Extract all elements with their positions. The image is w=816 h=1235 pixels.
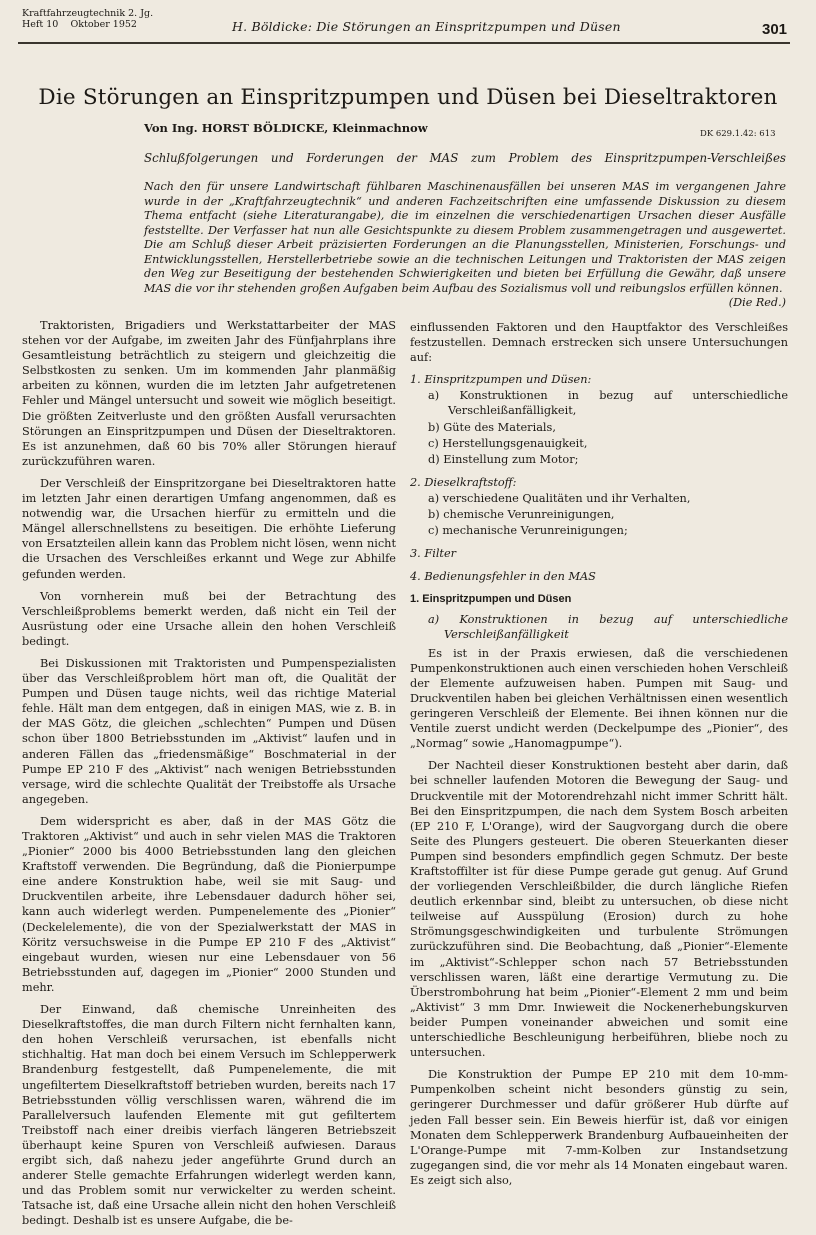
author-line: Von Ing. HORST BÖLDICKE, Kleinmachnow [144,121,428,135]
body-paragraph: Der Einwand, daß chemische Unreinheiten des Dieselkraftstoffes, die man durch Filtern nicht fernhalten kann, den hohen Verschleiß verursachen, ist ebenfalls nicht stichhaltig. Hat man doch bei einem Versuch im Schlepperwerk Brandenburg festgestellt, daß Pumpenelemente, die mit ungefiltertem Dieselkraftstoff betrieben wurden, bereits nach 17 Betriebsstunden völlig verschlissen waren, während die im Parallelversuch laufenden Elemente mit gut gefiltertem Treibstoff nach einer dreibis vierfach längeren Betriebszeit überhaupt keine Spuren von Verschleiß aufwiesen. Daraus ergibt sich, daß nahezu jeder angeführte Grund durch an anderer Stelle gemachte Erfahrungen widerlegt werden kann, und das Problem somit nur verwickelter zu werden scheint. Tatsache ist, daß eine Ursache allein nicht den hohen Verschleiß bedingt. Deshalb ist es unsere Aufgabe, die be- [22,1003,396,1228]
left-column [22,318,396,1235]
outline-item-label: 4. Bedienungsfehler in den MAS [410,570,596,584]
body-paragraph: Der Nachteil dieser Konstruktionen besteht aber darin, daß bei schneller laufenden Motoren die Bewegung der Saug- und Druckventile mit der Motorendrehzahl nicht immer Schritt hält. Bei den Einspritzpumpen, die nach dem System Bosch arbeiten (EP 210 F, L'Orange), wird der Saugvorgang durch die obere Seite des Plungers gesteuert. Die oberen Steuerkanten dieser Pumpen sind besonders empfindlich gegen Schmutz. Der beste Kraftstoffilter ist für diese Pumpe gerade gut genug. Auf Grund der vorliegenden Verschleißbilder, die durch längliche Riefen deutlich erkennbar sind, bleibt zu untersuchen, ob diese nicht teilweise auf Ausspülung (Erosion) durch zu hohe Strömungsgeschwindigkeiten und turbulente Strömungen zurückzuführen sind. Die Beobachtung, daß „Pionier“-Elemente im „Aktivist“-Schlepper schon nach 57 Betriebsstunden verschlissen waren, läßt eine derartige Vermutung zu. Die Überstrombohrung hat beim „Pionier“-Element 2 mm und beim „Aktivist“ 3 mm Dmr. Inwieweit die Nockenerhebungskurven beider Pumpen voneinander abweichen und somit eine unterschiedliche Beschleunigung herbeiführen, bliebe noch zu untersuchen. [410,759,788,1060]
outline-item-label: 2. Dieselkraftstoff: [410,475,517,489]
subsection-heading: a) Konstruktionen in bezug auf unterschiedliche Verschleißanfälligkeit [428,612,788,641]
editorial-abstract [144,180,786,311]
outline-item [410,475,788,538]
issue-date: Oktober 1952 [70,19,137,30]
outline-item [410,372,788,467]
running-title: H. Böldicke: Die Störungen an Einspritzpumpen und Düsen [232,19,621,34]
body-paragraph: Der Verschleiß der Einspritzorgane bei Dieseltraktoren hatte im letzten Jahr einen derartigen Umfang angenommen, daß es notwendig war, die Ursachen hierfür zu ermitteln und die Mängel allerschnellstens zu beseitigen. Die erhöhte Lieferung von Ersatzteilen allein kann das Problem nicht lösen, wenn nicht die Ursachen des Verschleißes erkannt und Wege zur Abhilfe gefunden werden. [22,476,396,581]
issue-number: Heft 10 [22,19,59,30]
section-heading: 1. Einspritzpumpen und Düsen [410,593,572,606]
body-paragraph: Traktoristen, Brigadiers und Werkstattarbeiter der MAS stehen vor der Aufgabe, im zweiten Jahr des Fünfjahrplans ihre Gesamtleistung beträchtlich zu steigern und gleichzeitig die Selbstkosten zu senken. Um im kommenden Jahr planmäßig arbeiten zu können, wurden die im letzten Jahr aufgetretenen Fehler und Mängel untersucht und soweit wie möglich beseitigt. Die größten Zeitverluste und den größten Ausfall verursachten Störungen an Einspritzpumpen und Düsen der Dieseltraktoren. Es ist anzunehmen, daß 60 bis 70% aller Störungen hierauf zurückzuführen waren. [22,319,396,468]
page-number: 301 [762,21,788,38]
outline-subitem: b) chemische Verunreinigungen, [428,508,615,522]
outline-subitem: b) Güte des Materials, [428,420,556,434]
outline-subitem: a) Konstruktionen in bezug auf unterschiedliche Verschleißanfälligkeit, [428,389,788,418]
abstract-signature: (Die Red.) [728,296,786,309]
journal-masthead [22,8,153,30]
issue-line [22,19,153,30]
outline-subitem: d) Einstellung zum Motor; [428,452,579,466]
article-title: Die Störungen an Einspritzpumpen und Düsen bei Dieseltraktoren [38,85,778,110]
body-paragraph: Bei Diskussionen mit Traktoristen und Pumpenspezialisten über das Verschleißproblem hört man oft, die Qualität der Pumpen und Düsen tauge nichts, weil das richtige Material fehle. Hält man dem entgegen, daß in einigen MAS, wie z. B. in der MAS Götz, die gleichen „schlechten“ Pumpen und Düsen schon über 1800 Betriebsstunden im „Aktivist“ laufen und in anderen Fällen das „friedensmäßige“ Boschmaterial in der Pumpe EP 210 F des „Aktivist“ nach wenigen Betriebsstunden versage, wird die schlechte Qualität der Treibstoffe als Ursache angegeben. [22,656,396,806]
outline-item-label: 3. Filter [410,547,457,561]
body-paragraph: Dem widerspricht es aber, daß in der MAS Götz die Traktoren „Aktivist“ und auch in sehr vielen MAS die Traktoren „Pionier“ 2000 bis 4000 Betriebsstunden lang den gleichen Kraftstoff verwenden. Die Begründung, daß die Pionierpumpe eine andere Konstruktion habe, weil sie mit Saug- und Druckventilen arbeite, ihre Lebensdauer dadurch höher sei, kann auch widerlegt werden. Pumpenelemente des „Pionier“ (Deckelelemente), die von der Spezialwerkstatt der MAS in Köritz versuchsweise in die Pumpe EP 210 F des „Aktivist“ eingebaut wurden, wiesen nur eine Lebensdauer von 56 Betriebsstunden auf, dagegen im „Pionier“ 2000 Stunden und mehr. [22,814,396,994]
body-paragraph: Von vornherein muß bei der Betrachtung des Verschleißproblems bemerkt werden, daß nicht ein Teil der Ausrüstung oder eine Ursache allein den hohen Verschleiß bedingt. [22,589,396,648]
header-rule [18,42,790,44]
outline-item-label: 1. Einspritzpumpen und Düsen: [410,373,592,387]
journal-name: Kraftfahrzeugtechnik 2. Jg. [22,8,154,19]
right-column [410,320,788,1195]
outline-subitem: c) mechanische Verunreinigungen; [428,524,628,538]
outline-subitem: c) Herstellungsgenauigkeit, [428,436,588,450]
dk-classification: DK 629.1.42: 613 [700,129,776,139]
article-subtitle: Schlußfolgerungen und Forderungen der MAS zum Problem des Einspritzpumpen-Verschleißes [144,151,786,165]
body-paragraph: einflussenden Faktoren und den Hauptfaktor des Verschleißes festzustellen. Demnach erstrecken sich unsere Untersuchungen auf: [410,321,788,365]
investigation-outline [410,372,788,584]
outline-subitem: a) verschiedene Qualitäten und ihr Verhalten, [428,491,691,505]
abstract-text: Nach den für unsere Landwirtschaft fühlbaren Maschinenausfällen bei unseren MAS im vergangenen Jahre wurde in der „Kraftfahrzeugtechnik“ und anderen Fachzeitschriften eine umfassende Diskussion zu diesem Thema entfacht (siehe Literaturangabe), die im einzelnen die verschiedenartigen Ursachen dieser Ausfälle feststellte. Der Verfasser hat nun alle Gesichtspunkte zu diesem Problem zusammengetragen und ausgewertet. Die am Schluß dieser Arbeit präzisierten Forderungen an die Planungsstellen, Ministerien, Forschungs- und Entwicklungsstellen, Herstellerbetriebe sowie an die technischen Leitungen und Traktoristen der MAS zeigen den Weg zur Beseitigung der bestehenden Schwierigkeiten und bieten bei Erfüllung die Gewähr, daß unsere MAS die vor ihr stehenden großen Aufgaben beim Aufbau des Sozialismus voll und reibungslos erfüllen können. [144,180,786,295]
body-paragraph: Die Konstruktion der Pumpe EP 210 mit dem 10-mm-Pumpenkolben scheint nicht besonders günstig zu sein, geringerer Durchmesser und dafür größerer Hub dürfte auf jeden Fall besser sein. Ein Beweis hierfür ist, daß vor einigen Monaten dem Schlepperwerk Brandenburg Aufbaueinheiten der L'Orange-Pumpe mit 7-mm-Kolben zur Instandsetzung zugegangen sind, die vor mehr als 14 Monaten eingebaut waren. Es zeigt sich also, [410,1068,788,1187]
body-paragraph: Es ist in der Praxis erwiesen, daß die verschiedenen Pumpenkonstruktionen auch einen verschieden hohen Verschleiß der Elemente aufzuweisen haben. Pumpen mit Saug- und Druckventilen haben bei gleichen Verhältnissen einen wesentlich geringeren Verschleiß der Elemente. Bei ihnen können nur die Ventile zuerst undicht werden (Deckelpumpe des „Pionier“, des „Normag“ sowie „Hanomagpumpe“). [410,646,788,751]
